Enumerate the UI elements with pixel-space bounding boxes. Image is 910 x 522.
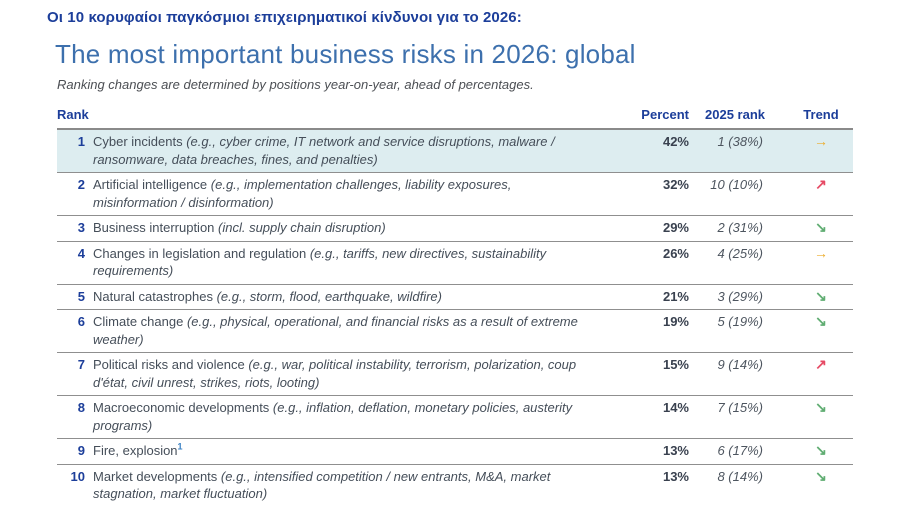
risk-cell <box>93 133 623 168</box>
table-body <box>57 130 853 507</box>
percent-cell: 13% <box>662 468 689 484</box>
risk-detail: (incl. supply chain disruption) <box>214 220 386 235</box>
risk-cell <box>93 313 623 348</box>
rank-2025-cell: 9 (14%) <box>717 357 763 372</box>
risk-name: Business interruption <box>93 220 215 235</box>
rank-cell: 10 <box>70 468 85 484</box>
percent-cell: 42% <box>662 134 689 149</box>
trend-flat-icon: → <box>814 244 828 261</box>
page-title: The most important business risks in 2026: global <box>55 39 636 69</box>
rank-2025-cell: 4 (25%) <box>717 245 763 261</box>
trend-cell <box>789 288 853 306</box>
trend-cell <box>789 313 853 331</box>
footnote-marker: 1 <box>177 441 183 452</box>
table-row <box>57 130 853 173</box>
risk-detail: (e.g., storm, flood, earthquake, wildfire) <box>212 288 442 304</box>
risk-name: Climate change <box>93 314 184 329</box>
trend-cell <box>789 356 853 374</box>
rank-2025-cell: 10 (10%) <box>710 177 763 192</box>
trend-down-icon: ↘ <box>815 313 827 329</box>
risk-detail: (e.g., intensified competition / new entrants, M&A, market stagnation, market fluctuation) <box>93 468 551 501</box>
trend-up-icon: ↗ <box>815 176 827 192</box>
risk-name: Fire, explosion <box>93 443 178 458</box>
rank-2025-cell: 7 (15%) <box>717 400 763 415</box>
risk-name: Political risks and violence <box>93 357 245 372</box>
trend-down-icon: ↘ <box>815 219 827 235</box>
percent-cell: 15% <box>662 357 689 372</box>
rank-2025-column-header: 2025 rank <box>705 107 765 122</box>
risk-name: Macroeconomic developments <box>93 400 270 415</box>
rank-column-header: Rank <box>57 107 89 122</box>
table-row <box>57 285 853 311</box>
table-row <box>57 216 853 242</box>
risk-cell <box>93 176 623 211</box>
risk-detail: (e.g., tariffs, new directives, sustainability requirements) <box>93 245 547 278</box>
risk-cell <box>93 468 623 503</box>
risk-cell <box>93 356 623 391</box>
risk-name: Cyber incidents <box>93 134 183 149</box>
percent-cell: 19% <box>662 314 689 329</box>
risk-name: Natural catastrophes <box>93 288 213 304</box>
risk-name: Artificial intelligence <box>93 177 208 192</box>
trend-cell <box>789 442 853 460</box>
trend-up-icon: ↗ <box>815 356 827 372</box>
risk-name: Market developments <box>93 468 218 484</box>
trend-cell <box>789 399 853 417</box>
subtitle: Ranking changes are determined by positions year-on-year, ahead of percentages. <box>57 77 534 92</box>
percent-cell: 13% <box>662 443 689 458</box>
trend-cell <box>789 219 853 237</box>
risk-detail: (e.g., physical, operational, and financial risks as a result of extreme weather) <box>93 314 578 347</box>
table-row <box>57 353 853 396</box>
table-row <box>57 439 853 465</box>
risk-cell <box>93 399 623 434</box>
trend-cell <box>789 468 853 486</box>
table-row <box>57 396 853 439</box>
risk-detail: (e.g., inflation, deflation, monetary policies, austerity programs) <box>93 400 573 433</box>
risk-cell <box>93 219 623 237</box>
rank-2025-cell: 2 (31%) <box>717 220 763 235</box>
rank-2025-cell: 8 (14%) <box>717 468 763 484</box>
risk-detail: (e.g., implementation challenges, liability exposures, misinformation / disinformation) <box>93 177 512 210</box>
table-row <box>57 242 853 285</box>
table-row <box>57 465 853 507</box>
risks-table <box>57 107 853 507</box>
kicker-heading: Οι 10 κορυφαίοι παγκόσμιοι επιχειρηματικοί κίνδυνοι για το 2026: <box>47 9 522 26</box>
percent-cell: 29% <box>662 220 689 235</box>
rank-cell: 5 <box>77 288 85 304</box>
percent-cell: 26% <box>662 245 689 261</box>
risk-detail: (e.g., war, political instability, terrorism, polarization, coup d'état, civil unrest, strikes, riots, looting) <box>93 357 577 390</box>
risk-cell <box>93 442 623 460</box>
rank-cell: 6 <box>77 314 85 329</box>
trend-column-header: Trend <box>803 107 839 122</box>
table-header-row <box>57 107 853 130</box>
rank-cell: 9 <box>77 443 85 458</box>
trend-flat-icon: → <box>814 133 828 149</box>
percent-cell: 14% <box>662 400 689 415</box>
trend-cell <box>789 133 853 151</box>
trend-cell <box>789 176 853 194</box>
risk-cell <box>93 288 623 306</box>
percent-column-header: Percent <box>641 107 689 122</box>
rank-cell: 1 <box>77 134 85 149</box>
trend-down-icon: ↘ <box>815 467 827 484</box>
table-row <box>57 173 853 216</box>
table-row <box>57 310 853 353</box>
trend-down-icon: ↘ <box>815 442 827 458</box>
risk-detail: (e.g., cyber crime, IT network and service disruptions, malware / ransomware, data breaches, fines, and penalties) <box>93 134 555 167</box>
rank-cell: 7 <box>77 357 85 372</box>
rank-cell: 4 <box>77 245 85 261</box>
risk-name: Changes in legislation and regulation <box>93 245 307 261</box>
trend-cell <box>789 245 853 263</box>
rank-2025-cell: 6 (17%) <box>717 443 763 458</box>
risk-cell <box>93 245 623 280</box>
rank-cell: 8 <box>77 400 85 415</box>
rank-2025-cell: 3 (29%) <box>717 288 763 304</box>
rank-2025-cell: 5 (19%) <box>717 314 763 329</box>
rank-cell: 2 <box>77 177 85 192</box>
trend-down-icon: ↘ <box>815 399 827 415</box>
percent-cell: 32% <box>662 177 689 192</box>
percent-cell: 21% <box>662 288 689 304</box>
trend-down-icon: ↘ <box>815 287 827 304</box>
rank-2025-cell: 1 (38%) <box>717 134 763 149</box>
rank-cell: 3 <box>77 220 85 235</box>
